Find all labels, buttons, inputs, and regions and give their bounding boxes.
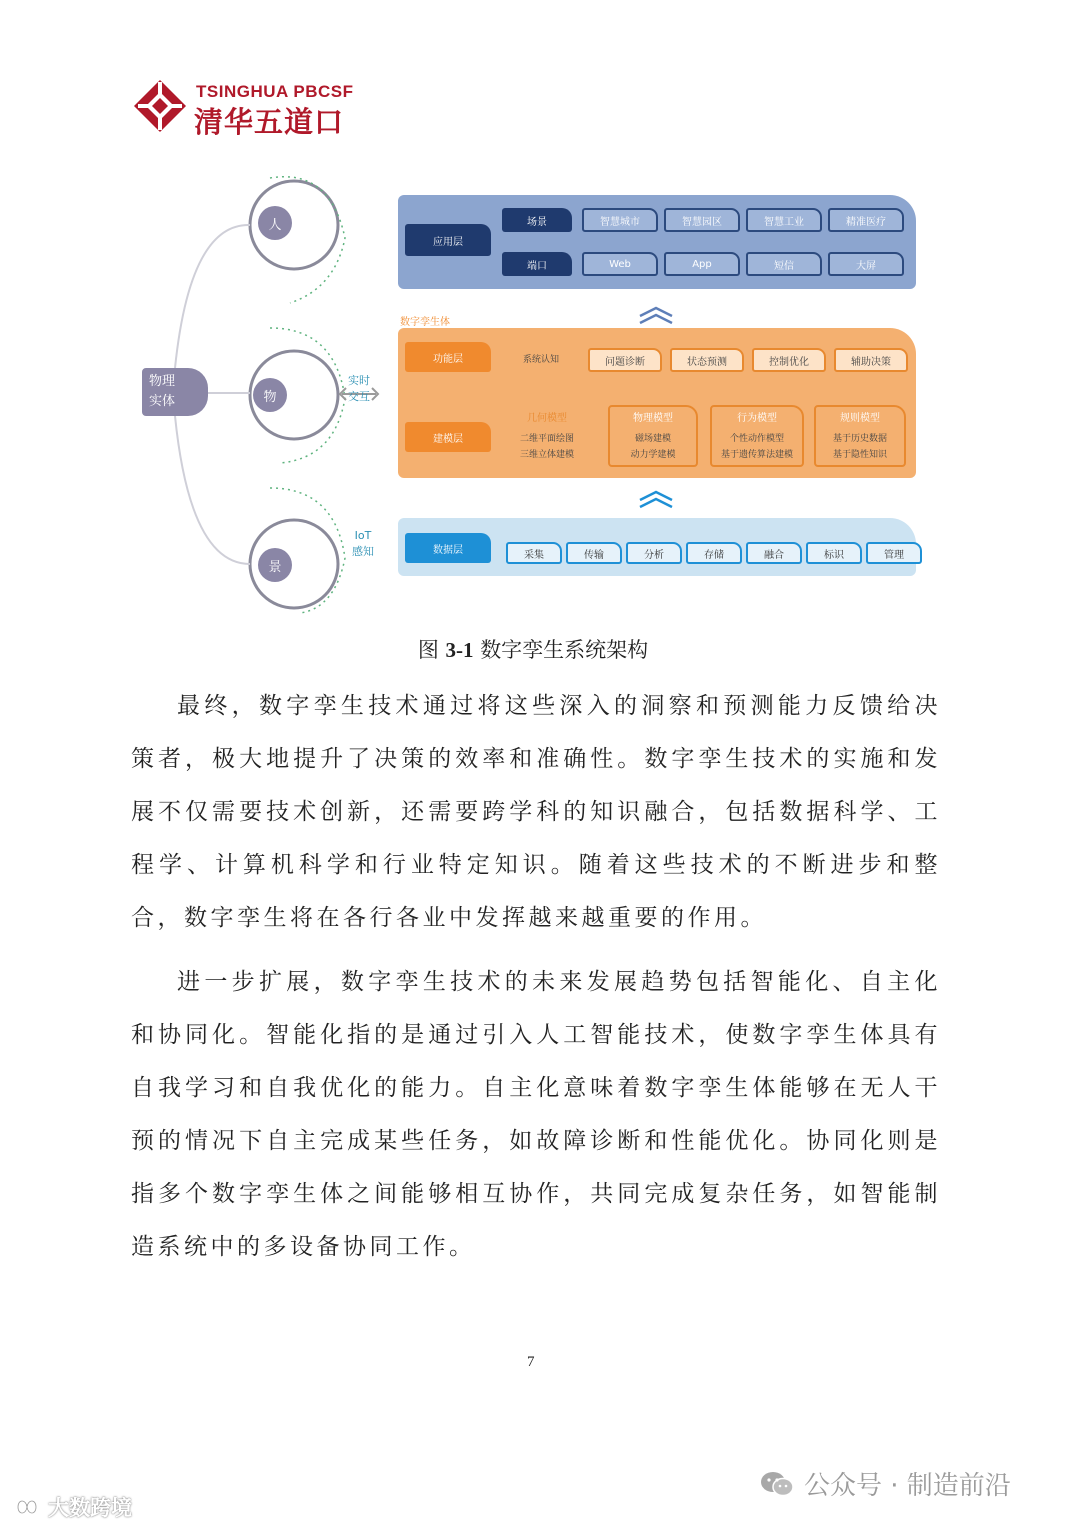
data-chip: 分析 — [626, 542, 682, 564]
realtime-line1: 实时 — [348, 374, 370, 387]
port-row-label: 端口 — [502, 252, 572, 276]
caption-number: 3-1 — [445, 638, 474, 662]
entity-label-line2: 实体 — [149, 394, 176, 409]
wechat-watermark — [760, 1465, 1011, 1502]
app-scene-chip: 智慧园区 — [664, 208, 740, 232]
physical-entity-box — [142, 368, 208, 416]
physics-model-line1: 磁场建模 — [634, 434, 671, 444]
rule-model — [814, 405, 906, 467]
app-scene-chip: 智慧城市 — [582, 208, 658, 232]
geometry-model — [502, 405, 592, 467]
behavior-model-line1: 个性动作模型 — [729, 434, 784, 444]
app-port-chip: 短信 — [746, 252, 822, 276]
body-paragraph: 最终，数字孪生技术通过将这些深入的洞察和预测能力反馈给决策者，极大地提升了决策的效率和准确性。数字孪生技术的实施和发展不仅需要技术创新，还需要跨学科的知识融合，包括数据科学、工程学、计算机科学和行业特定知识。随着这些技术的不断进步和整合，数字孪生将在各行各业中发挥越来越重要的作用。 — [131, 693, 941, 931]
caption-title: 数字孪生系统架构 — [480, 638, 649, 662]
app-scene-chip: 精准医疗 — [828, 208, 904, 232]
geometry-model-line2: 三维立体建模 — [519, 450, 574, 460]
rule-model-title: 规则模型 — [840, 413, 880, 424]
realtime-line2: 交互 — [348, 390, 370, 403]
scene-row-label: 场景 — [502, 208, 572, 232]
model-layer-label: 建模层 — [405, 422, 491, 452]
geometry-model-title: 几何模型 — [527, 413, 567, 424]
entity-scene-link — [175, 416, 250, 564]
figure-caption — [0, 634, 1066, 664]
digital-twin-architecture-figure — [130, 168, 930, 618]
corner-watermark — [10, 1492, 132, 1522]
iot-line1: IoT — [354, 529, 372, 542]
data-chip: 传输 — [566, 542, 622, 564]
entity-person-link — [175, 225, 250, 368]
iot-sensing-label — [352, 528, 374, 560]
body-paragraph: 进一步扩展，数字孪生技术的未来发展趋势包括智能化、自主化和协同化。智能化指的是通过引入人工智能技术，使数字孪生体具有自我学习和自我优化的能力。自主化意味着数字孪生体能够在无人干预的情况下自主完成某些任务，如故障诊断和性能优化。协同化则是指多个数字孪生体之间能够相互协作，共同完成复杂任务，如智能制造系统中的多设备协同工作。 — [131, 969, 941, 1260]
function-chip: 问题诊断 — [588, 348, 662, 372]
function-chip: 辅助决策 — [834, 348, 908, 372]
realtime-interaction-label — [348, 373, 370, 405]
data-layer-label: 数据层 — [405, 533, 491, 563]
data-chip: 存储 — [686, 542, 742, 564]
logo-english: TSINGHUA PBCSF — [196, 82, 354, 101]
entity-label-line1: 物理 — [149, 374, 176, 389]
app-port-chip: App — [664, 252, 740, 276]
geometry-model-line1: 二维平面绘图 — [519, 434, 574, 444]
function-first-item: 系统认知 — [522, 355, 559, 365]
corner-watermark-text: 大数跨境 — [48, 1496, 132, 1520]
person-node: 人 — [258, 206, 292, 240]
app-scene-chip: 智慧工业 — [746, 208, 822, 232]
object-node: 物 — [253, 378, 287, 412]
person-arc — [270, 177, 345, 303]
wechat-icon — [760, 1471, 794, 1497]
rule-model-line1: 基于历史数据 — [832, 434, 887, 444]
page-number: 7 — [527, 1354, 535, 1370]
logo-chinese: 清华五道口 — [194, 105, 345, 139]
function-chip: 状态预测 — [670, 348, 744, 372]
physics-model — [608, 405, 698, 467]
rule-model-line2: 基于隐性知识 — [832, 450, 887, 460]
iot-line2: 感知 — [352, 545, 374, 558]
data-chip: 采集 — [506, 542, 562, 564]
application-layer-label: 应用层 — [405, 224, 491, 256]
function-layer-label: 功能层 — [405, 342, 491, 372]
app-port-chip: Web — [582, 252, 658, 276]
data-chip: 融合 — [746, 542, 802, 564]
data-chip: 标识 — [806, 542, 862, 564]
wechat-watermark-text: 公众号 · 制造前沿 — [804, 1471, 1011, 1501]
digital-twin-title: 数字孪生体 — [400, 317, 450, 328]
physics-model-line2: 动力学建模 — [630, 450, 676, 460]
behavior-model-title: 行为模型 — [737, 413, 777, 424]
behavior-model-line2: 基于遗传算法建模 — [720, 450, 793, 460]
scene-node: 景 — [258, 548, 292, 582]
caption-prefix: 图 — [417, 638, 439, 662]
tsinghua-pbcsf-logo — [132, 78, 362, 138]
behavior-model — [710, 405, 804, 467]
infinity-icon — [10, 1496, 44, 1518]
function-chip: 控制优化 — [752, 348, 826, 372]
physics-model-title: 物理模型 — [633, 413, 673, 424]
logo-emblem-icon — [132, 78, 188, 134]
data-chip: 管理 — [866, 542, 922, 564]
app-port-chip: 大屏 — [828, 252, 904, 276]
